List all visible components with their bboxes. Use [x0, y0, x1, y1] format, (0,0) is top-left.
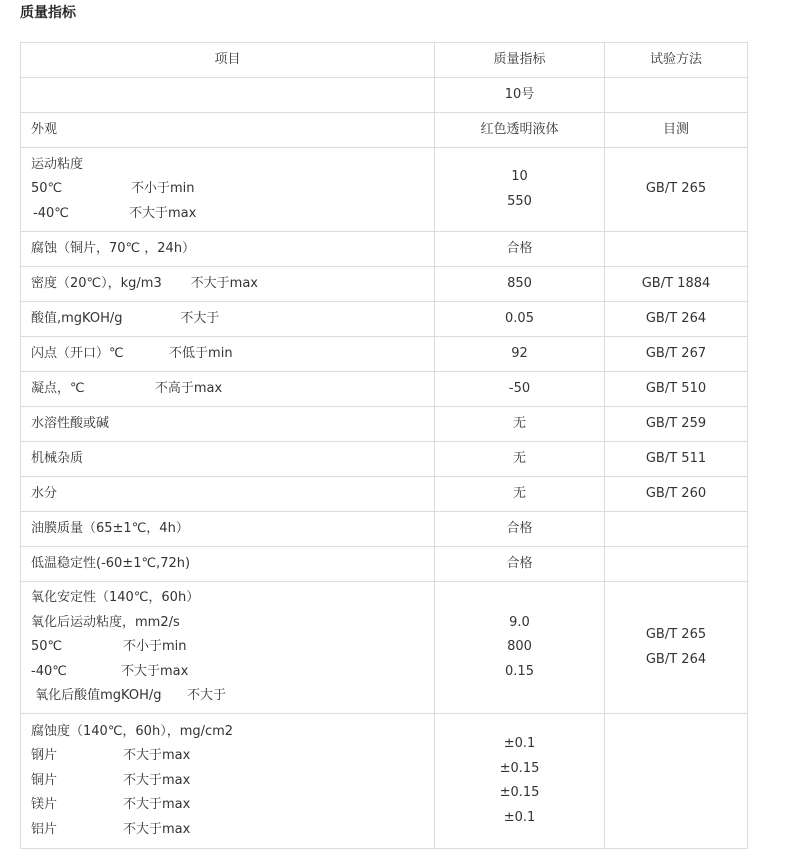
- table-row: [21, 512, 748, 547]
- row-sub-line: [31, 793, 424, 818]
- row-item: 机械杂质: [21, 442, 435, 477]
- row-spec: 无: [435, 442, 605, 477]
- row-sub-line: [31, 744, 424, 769]
- table-row: [21, 477, 748, 512]
- sub-limit: 不大于max: [123, 748, 191, 764]
- row-method: GB/T 1884: [605, 267, 748, 302]
- row-spec: 红色透明液体: [435, 113, 605, 148]
- sub-limit: 不大于max: [121, 663, 189, 679]
- row-sub-line: [31, 177, 424, 202]
- sub-limit: 不大于: [187, 688, 227, 704]
- sub-limit: 不大于max: [123, 797, 191, 813]
- grade-item-cell: [21, 78, 435, 113]
- table-row: [21, 442, 748, 477]
- row-spec: 92: [435, 337, 605, 372]
- row-item-title: 腐蚀度（140℃，60h），mg/cm2: [31, 723, 234, 739]
- row-method: 目测: [605, 113, 748, 148]
- spec-value: ±0.1: [503, 736, 536, 751]
- row-item: 油膜质量（65±1℃，4h）: [21, 512, 435, 547]
- sub-condition: 氧化后酸值mgKOH/g: [31, 688, 162, 704]
- sub-condition: 50℃: [31, 639, 63, 655]
- row-sub-line: [31, 202, 424, 227]
- row-method: GB/T 259: [605, 407, 748, 442]
- row-sub-line: [31, 769, 424, 794]
- row-method: GB/T 265: [605, 148, 748, 232]
- spec-value: ±0.15: [499, 760, 540, 776]
- spec-value: 9.0: [509, 614, 530, 630]
- quality-spec-table: [20, 42, 748, 849]
- row-method: [605, 714, 748, 849]
- row-item: 凝点，℃ 不高于max: [21, 372, 435, 407]
- row-spec: 无: [435, 477, 605, 512]
- sub-limit: 不小于min: [131, 181, 195, 197]
- row-item: 水分: [21, 477, 435, 512]
- row-item: 外观: [21, 113, 435, 148]
- row-method: GB/T 510: [605, 372, 748, 407]
- spec-value: ±0.15: [499, 785, 540, 800]
- sub-limit: 不大于max: [123, 821, 191, 837]
- row-sub-line: [31, 635, 424, 660]
- table-row: [21, 113, 748, 148]
- row-spec: [435, 714, 605, 849]
- row-method: GB/T 267: [605, 337, 748, 372]
- sub-condition: 铝片: [31, 821, 58, 837]
- row-spec: 合格: [435, 232, 605, 267]
- row-item: 酸值,mgKOH/g 不大于: [21, 302, 435, 337]
- row-method: GB/T 260: [605, 477, 748, 512]
- table-row: [21, 232, 748, 267]
- row-item: 低温稳定性(-60±1℃,72h): [21, 547, 435, 582]
- sub-limit: 不大于max: [123, 772, 191, 788]
- row-spec: [435, 148, 605, 232]
- row-spec: 合格: [435, 512, 605, 547]
- sub-condition: 镁片: [31, 797, 58, 813]
- row-spec: 850: [435, 267, 605, 302]
- spec-value: 550: [507, 193, 532, 209]
- table-row: [21, 372, 748, 407]
- sub-limit: 不小于min: [123, 639, 187, 655]
- row-method: [605, 547, 748, 582]
- row-item-title: 运动粘度: [31, 156, 84, 172]
- row-item: 水溶性酸或碱: [21, 407, 435, 442]
- sub-condition: 铜片: [31, 772, 58, 788]
- table-row: [21, 337, 748, 372]
- spec-value: 800: [507, 639, 532, 655]
- row-spec: [435, 582, 605, 714]
- header-spec: 质量指标: [435, 43, 605, 78]
- row-item: 密度（20℃），kg/m3 不大于max: [21, 267, 435, 302]
- sub-condition: 50℃: [31, 181, 63, 197]
- spec-value: ±0.1: [503, 809, 536, 825]
- row-sub-line: [31, 684, 424, 709]
- table-row: [21, 407, 748, 442]
- table-row: [21, 582, 748, 714]
- table-header-row: [21, 43, 748, 78]
- sub-limit: 不大于max: [129, 205, 197, 221]
- row-spec: 合格: [435, 547, 605, 582]
- table-row: [21, 547, 748, 582]
- row-spec: 无: [435, 407, 605, 442]
- row-spec: -50: [435, 372, 605, 407]
- row-method: [605, 582, 748, 714]
- row-item-subtitle: 氧化后运动粘度，mm2/s: [31, 614, 180, 630]
- row-item: 腐蚀（铜片，70℃ ，24h）: [21, 232, 435, 267]
- header-method: 试验方法: [605, 43, 748, 78]
- grade-cell: 10号: [435, 78, 605, 113]
- table-row: [21, 302, 748, 337]
- spec-value: 0.15: [505, 663, 534, 679]
- sub-condition: 钢片: [31, 748, 58, 764]
- header-item: 项目: [21, 43, 435, 78]
- row-sub-line: [31, 818, 424, 843]
- grade-row: [21, 78, 748, 113]
- row-method: [605, 232, 748, 267]
- spec-value: 10: [511, 169, 528, 184]
- row-item-title: 氧化安定性（140℃，60h）: [31, 590, 200, 606]
- sub-condition: -40℃: [33, 205, 69, 221]
- row-spec: 0.05: [435, 302, 605, 337]
- method-value: GB/T 265: [645, 627, 707, 642]
- row-item: [21, 582, 435, 714]
- row-method: GB/T 511: [605, 442, 748, 477]
- row-method: [605, 512, 748, 547]
- method-value: GB/T 264: [645, 651, 707, 667]
- row-item: [21, 148, 435, 232]
- row-sub-line: [31, 660, 424, 685]
- table-row: [21, 148, 748, 232]
- page-title: 质量指标: [20, 5, 76, 21]
- row-method: GB/T 264: [605, 302, 748, 337]
- sub-condition: -40℃: [31, 663, 67, 679]
- table-row: [21, 267, 748, 302]
- row-item: 闪点（开口）℃ 不低于min: [21, 337, 435, 372]
- grade-method-cell: [605, 78, 748, 113]
- table-row: [21, 714, 748, 849]
- row-item: [21, 714, 435, 849]
